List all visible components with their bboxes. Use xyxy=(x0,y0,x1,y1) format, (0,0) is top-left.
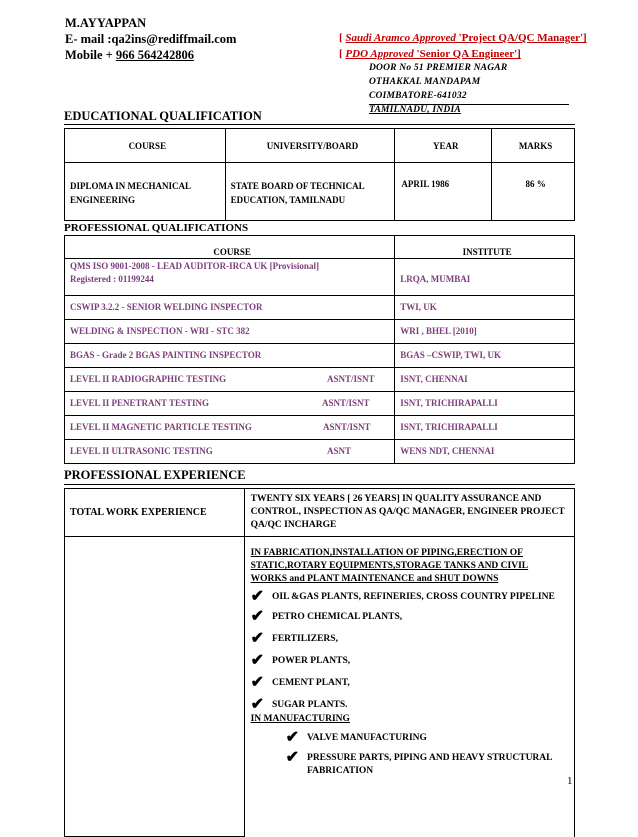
checkmark-icon: ✔ xyxy=(250,696,265,713)
tag2-open: [ xyxy=(339,48,346,60)
course-line: QMS ISO 9001-2008 - LEAD AUDITOR-IRCA UK [Provisional] xyxy=(70,261,319,271)
address-divider xyxy=(369,104,569,105)
email-line: E- mail :qa2ins@rediffmail.com xyxy=(65,32,237,46)
qualification-row xyxy=(65,416,575,440)
tag1-underlined: Saudi Aramco Approved xyxy=(345,32,456,44)
list-item xyxy=(251,653,566,669)
certifying-body: ASNT/ISNT xyxy=(323,422,371,432)
total-experience-label: TOTAL WORK EXPERIENCE xyxy=(65,489,245,537)
qualification-row xyxy=(65,392,575,416)
mobile-number: 966 564242806 xyxy=(115,48,194,62)
tag1-open: [ xyxy=(339,32,346,44)
total-experience-row xyxy=(65,489,575,537)
checkmark-icon: ✔ xyxy=(285,729,300,746)
qualification-row xyxy=(65,296,575,320)
col-header-year: YEAR xyxy=(395,129,492,163)
aramco-approval xyxy=(339,32,587,44)
section-rule xyxy=(64,124,575,125)
education-header-row xyxy=(65,129,575,163)
qualification-row xyxy=(65,259,575,296)
list-item xyxy=(251,589,566,605)
qualification-row xyxy=(65,320,575,344)
address-block xyxy=(369,61,507,117)
qualification-institute: ISNT, TRICHIRAPALLI xyxy=(395,392,575,416)
checkmark-icon: ✔ xyxy=(250,588,265,605)
pdo-approval xyxy=(339,48,521,60)
checkmark-icon: ✔ xyxy=(250,652,265,669)
qualification-row xyxy=(65,368,575,392)
checkmark-icon: ✔ xyxy=(250,674,265,691)
course-line: Registered : 01199244 xyxy=(70,274,154,284)
checkmark-icon: ✔ xyxy=(250,608,265,625)
list-item xyxy=(251,609,566,625)
certifying-body: ASNT/ISNT xyxy=(327,374,375,384)
col-header-institute: INSTITUTE xyxy=(395,236,575,259)
experience-detail xyxy=(244,537,574,837)
address-line: TAMILNADU, INDIA xyxy=(369,105,461,115)
qualifications-header-row xyxy=(65,236,575,259)
education-row xyxy=(65,163,575,221)
qualification-course: BGAS - Grade 2 BGAS PAINTING INSPECTOR xyxy=(65,344,395,368)
experience-detail-row xyxy=(65,537,575,837)
address-line: DOOR No 51 PREMIER NAGAR xyxy=(369,63,508,73)
qualification-course xyxy=(65,416,395,440)
qualification-institute: WENS NDT, CHENNAI xyxy=(395,440,575,464)
list-item-text: PETRO CHEMICAL PLANTS, xyxy=(272,612,403,622)
list-item xyxy=(251,631,566,647)
list-item xyxy=(251,675,566,691)
list-item-text: OIL &GAS PLANTS, REFINERIES, CROSS COUNTRY PIPELINE xyxy=(272,592,555,602)
list-item-text: POWER PLANTS, xyxy=(272,656,351,666)
mobile-line xyxy=(65,47,194,63)
col-header-marks: MARKS xyxy=(492,129,575,163)
mobile-prefix: Mobile + xyxy=(65,48,116,62)
list-item xyxy=(286,750,566,778)
list-item-text: VALVE MANUFACTURING xyxy=(307,733,427,743)
checkmark-icon: ✔ xyxy=(250,630,265,647)
course-text: LEVEL II MAGNETIC PARTICLE TESTING xyxy=(70,422,252,432)
education-board: STATE BOARD OF TECHNICAL EDUCATION, TAMILNADU xyxy=(225,163,395,221)
list-item-text: FERTILIZERS, xyxy=(272,634,338,644)
page-number: 1 xyxy=(567,775,573,787)
list-item-text: CEMENT PLANT, xyxy=(272,678,350,688)
experience-table xyxy=(64,488,575,837)
education-course: DIPLOMA IN MECHANICAL ENGINEERING xyxy=(65,163,226,221)
col-header-course: COURSE xyxy=(65,129,226,163)
qualification-institute: BGAS –CSWIP, TWI, UK xyxy=(395,344,575,368)
qualification-course: CSWIP 3.2.2 - SENIOR WELDING INSPECTOR xyxy=(65,296,395,320)
list-item-text: SUGAR PLANTS. xyxy=(272,700,348,710)
list-item xyxy=(286,730,566,746)
education-table xyxy=(64,128,575,221)
qualification-course xyxy=(65,259,395,296)
experience-title: PROFESSIONAL EXPERIENCE xyxy=(64,468,246,482)
col-header-university: UNIVERSITY/BOARD xyxy=(225,129,395,163)
course-text: LEVEL II ULTRASONIC TESTING xyxy=(70,446,213,456)
education-title: EDUCATIONAL QUALIFICATION xyxy=(64,109,262,123)
section-rule xyxy=(64,484,575,485)
tag2-underlined: PDO Approved xyxy=(345,48,414,60)
list-item-text: PRESSURE PARTS, PIPING AND HEAVY STRUCTURAL FABRICATION xyxy=(307,753,552,776)
education-year: APRIL 1986 xyxy=(395,163,492,221)
col-header-course: COURSE xyxy=(65,236,395,259)
course-text: LEVEL II RADIOGRAPHIC TESTING xyxy=(70,374,227,384)
experience-detail-label xyxy=(65,537,245,837)
qualification-row xyxy=(65,344,575,368)
qualification-institute: LRQA, MUMBAI xyxy=(395,259,575,296)
qualification-course xyxy=(65,368,395,392)
tag2-rest: 'Senior QA Engineer'] xyxy=(413,48,521,60)
checkmark-icon: ✔ xyxy=(285,749,300,766)
qualification-course: WELDING & INSPECTION - WRI - STC 382 xyxy=(65,320,395,344)
qualification-institute: WRI , BHEL [2010] xyxy=(395,320,575,344)
qualification-institute: ISNT, CHENNAI xyxy=(395,368,575,392)
fabrication-heading: IN FABRICATION,INSTALLATION OF PIPING,ERECTION OF STATIC,ROTARY EQUIPMENTS,STORAGE TANKS AND CIVIL WORKS and PLANT MAINTENANCE and SHUT DOWNS xyxy=(250,548,529,584)
qualification-course xyxy=(65,392,395,416)
education-marks: 86 % xyxy=(492,163,575,221)
qualification-course xyxy=(65,440,395,464)
list-item xyxy=(251,697,566,713)
qualification-institute: TWI, UK xyxy=(395,296,575,320)
qualifications-table xyxy=(64,235,575,464)
address-line: COIMBATORE-641032 xyxy=(369,91,467,101)
manufacturing-heading: IN MANUFACTURING xyxy=(250,714,350,724)
address-line: OTHAKKAL MANDAPAM xyxy=(369,77,481,87)
total-experience-value: TWENTY SIX YEARS [ 26 YEARS] IN QUALITY ASSURANCE AND CONTROL, INSPECTION AS QA/QC MANAGER, ENGINEER PROJECT QA/QC INCHARGE xyxy=(244,489,574,537)
certifying-body: ASNT/ISNT xyxy=(322,398,370,408)
tag1-rest: 'Project QA/QC Manager'] xyxy=(455,32,587,44)
qualification-institute: ISNT, TRICHIRAPALLI xyxy=(395,416,575,440)
certifying-body: ASNT xyxy=(327,446,352,456)
candidate-name: M.AYYAPPAN xyxy=(65,16,147,30)
professional-title: PROFESSIONAL QUALIFICATIONS xyxy=(64,222,249,234)
qualification-row xyxy=(65,440,575,464)
course-text: LEVEL II PENETRANT TESTING xyxy=(70,398,209,408)
